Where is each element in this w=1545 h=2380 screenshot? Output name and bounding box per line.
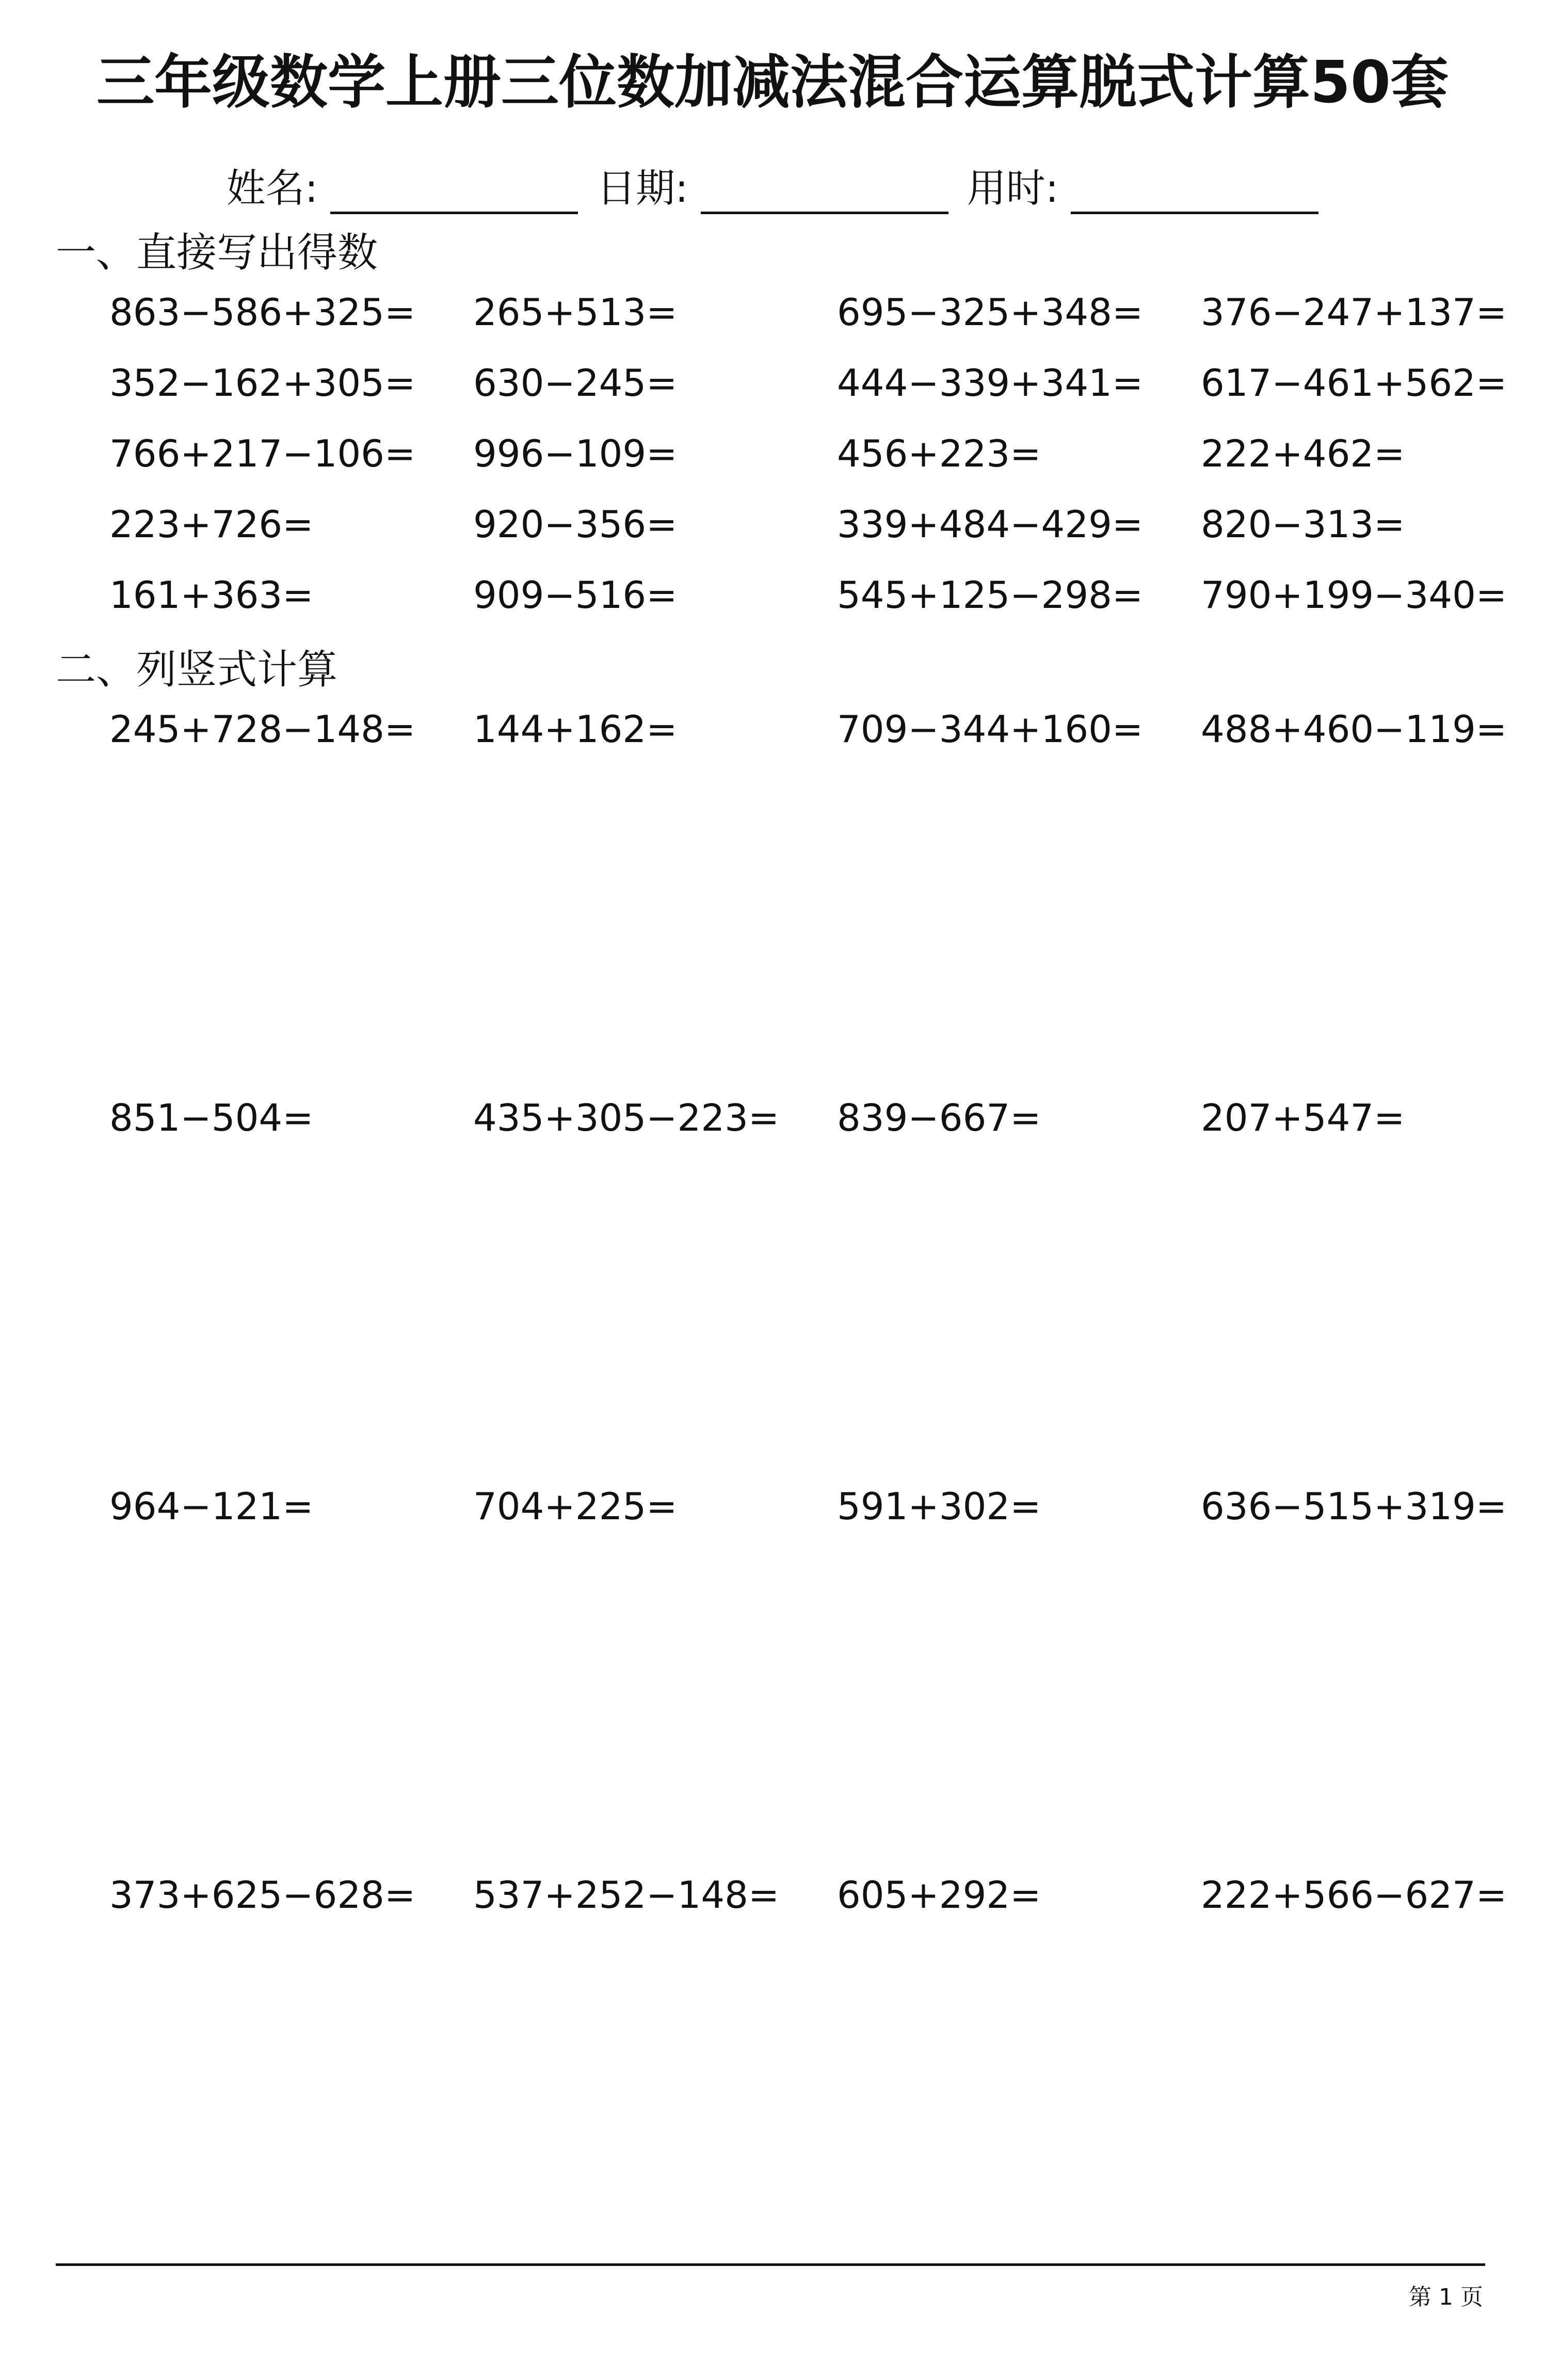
problem: 435+305−223= [473, 1096, 780, 1139]
date-blank-line[interactable] [701, 175, 948, 214]
problem: 352−162+305= [109, 361, 416, 405]
problem: 591+302= [837, 1485, 1041, 1528]
problem-row [109, 357, 1507, 409]
problem: 695−325+348= [837, 291, 1144, 334]
date-field[interactable] [597, 163, 948, 214]
time-field[interactable] [967, 163, 1319, 214]
problem: 223+726= [109, 503, 314, 546]
problem-row [109, 1092, 1503, 1144]
problem: 820−313= [1201, 503, 1405, 546]
section-2-title: 二、列竖式计算 [56, 647, 338, 693]
problem-row [109, 428, 1503, 479]
problem: 444−339+341= [837, 361, 1144, 405]
problem: 863−586+325= [109, 291, 416, 334]
problem-row [109, 286, 1507, 338]
student-info-row [0, 163, 1545, 214]
problem: 207+547= [1201, 1096, 1405, 1139]
time-blank-line[interactable] [1071, 175, 1318, 214]
page-number: 第 1 页 [1409, 2284, 1483, 2310]
problem: 545+125−298= [837, 573, 1144, 617]
problem: 456+223= [837, 432, 1041, 475]
problem: 161+363= [109, 573, 314, 617]
problem: 766+217−106= [109, 432, 416, 475]
problem: 839−667= [837, 1096, 1041, 1139]
page-title: 三年级数学上册三位数加减法混合运算脱式计算50套 [96, 49, 1449, 116]
problem: 909−516= [473, 573, 678, 617]
problem: 617−461+562= [1201, 361, 1507, 405]
problem-row [109, 1481, 1507, 1532]
problem: 709−344+160= [837, 707, 1144, 751]
problem: 996−109= [473, 432, 678, 475]
problem: 704+225= [473, 1485, 678, 1528]
problem-row [109, 703, 1507, 755]
problem: 537+252−148= [473, 1873, 780, 1917]
problem-row [109, 498, 1503, 550]
name-blank-line[interactable] [330, 175, 578, 214]
problem: 144+162= [473, 707, 678, 751]
problem: 488+460−119= [1201, 707, 1507, 751]
problem: 636−515+319= [1201, 1485, 1507, 1528]
problem: 373+625−628= [109, 1873, 416, 1917]
problem: 376−247+137= [1201, 291, 1507, 334]
problem: 851−504= [109, 1096, 314, 1139]
name-field[interactable] [227, 163, 578, 214]
problem: 245+728−148= [109, 707, 416, 751]
problem: 222+462= [1201, 432, 1405, 475]
problem-row [109, 569, 1507, 621]
problem: 265+513= [473, 291, 678, 334]
footer-divider [56, 2263, 1485, 2266]
problem: 920−356= [473, 503, 678, 546]
time-label: 用时: [967, 165, 1059, 211]
problem: 790+199−340= [1201, 573, 1507, 617]
problem: 222+566−627= [1201, 1873, 1507, 1917]
date-label: 日期: [597, 165, 688, 211]
problem-row [109, 1869, 1507, 1921]
problem: 339+484−429= [837, 503, 1144, 546]
name-label: 姓名: [226, 165, 318, 211]
section-1-title: 一、直接写出得数 [56, 230, 378, 276]
problem: 630−245= [473, 361, 678, 405]
problem: 605+292= [837, 1873, 1041, 1917]
problem: 964−121= [109, 1485, 314, 1528]
